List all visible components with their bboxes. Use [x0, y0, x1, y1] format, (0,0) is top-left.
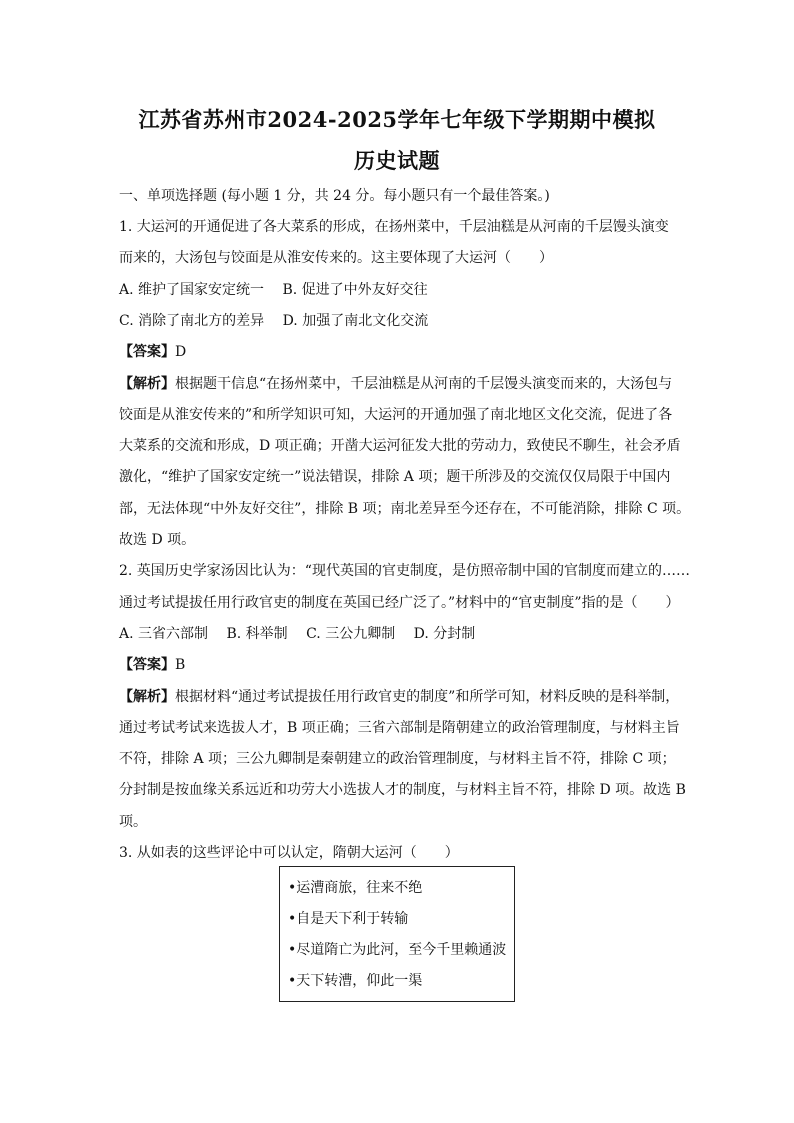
section-header: 一、单项选择题 (每小题 1 分，共 24 分。每小题只有一个最佳答案。) [119, 188, 550, 204]
analysis-label: 【解析】 [119, 376, 175, 392]
quote-table [279, 866, 515, 1002]
quote-item: •尽道隋亡为此河，至今千里赖通波 [288, 942, 507, 958]
quote-item: •运漕商旅，往来不绝 [288, 880, 423, 896]
answer-value: B [175, 657, 186, 673]
answer-label: 【答案】 [119, 344, 175, 360]
question-2-analysis-line-4: 分封制是按血缘关系远近和功劳大小选拔人才的制度，与材料主旨不符，排除 D 项。故选 B [119, 782, 686, 798]
question-2-analysis-line-1 [119, 687, 689, 707]
analysis-text: 根据材料“通过考试提拔任用行政官吏的制度”和所学可知，材料反映的是科举制， [175, 689, 680, 705]
question-1-answer [119, 342, 689, 362]
question-1-options-line-2: C. 消除了南北方的差异 D. 加强了南北文化交流 [119, 313, 429, 329]
question-1-stem-line-1: 1. 大运河的开通促进了各大菜系的形成，在扬州菜中，千层油糕是从河南的千层馒头演变 [119, 219, 669, 235]
question-2-analysis-line-5: 项。 [119, 814, 147, 830]
question-2-options-line-1: A. 三省六部制 B. 科举制 C. 三公九卿制 D. 分封制 [119, 626, 476, 642]
question-1-analysis-line-6: 故选 D 项。 [119, 532, 196, 548]
analysis-label: 【解析】 [119, 689, 175, 705]
answer-value: D [175, 344, 187, 360]
question-3-stem: 3. 从如表的这些评论中可以认定，隋朝大运河（ ） [119, 845, 459, 861]
question-1-analysis-line-4: 激化，“维护了国家安定统一”说法错误，排除 A 项；题干所涉及的交流仅仅局限于中国内 [119, 469, 671, 485]
question-1-options-line-1: A. 维护了国家安定统一 B. 促进了中外友好交往 [119, 282, 428, 298]
question-1-analysis-line-5: 部，无法体现“中外友好交往”，排除 B 项；南北差异至今还存在，不可能消除，排除 C 项。 [119, 501, 691, 517]
document-title: 江苏省苏州市2024-2025学年七年级下学期期中模拟 [138, 107, 656, 132]
question-2-stem-line-2: 通过考试提拔任用行政官吏的制度在英国已经广泛了。”材料中的“官吏制度”指的是（ ） [119, 595, 680, 611]
question-2-stem-line-1: 2. 英国历史学家汤因比认为：“现代英国的官吏制度，是仿照帝制中国的官制度而建立的…… [119, 563, 690, 579]
question-1-analysis-line-1 [119, 374, 689, 394]
document-subtitle: 历史试题 [354, 148, 440, 173]
answer-label: 【答案】 [119, 657, 175, 673]
question-2-analysis-line-2: 通过考试考试来选拔人才，B 项正确；三省六部制是隋朝建立的政治管理制度，与材料主旨 [119, 720, 680, 736]
question-1-stem-line-2: 而来的，大汤包与饺面是从淮安传来的。这主要体现了大运河（ ） [119, 250, 553, 266]
question-2-analysis-line-3: 不符，排除 A 项；三公九卿制是秦朝建立的政治管理制度，与材料主旨不符，排除 C 项； [119, 751, 676, 767]
quote-item: •自是天下利于转输 [288, 911, 409, 927]
question-1-analysis-line-2: 饺面是从淮安传来的”和所学知识可知，大运河的开通加强了南北地区文化交流，促进了各 [119, 407, 673, 423]
analysis-text: 根据题干信息“在扬州菜中，千层油糕是从河南的千层馒头演变而来的，大汤包与 [175, 376, 673, 392]
quote-item: •天下转漕，仰此一渠 [288, 973, 423, 989]
question-2-answer [119, 655, 689, 675]
question-1-analysis-line-3: 大菜系的交流和形成，D 项正确；开凿大运河征发大批的劳动力，致使民不聊生，社会矛盾 [119, 438, 681, 454]
